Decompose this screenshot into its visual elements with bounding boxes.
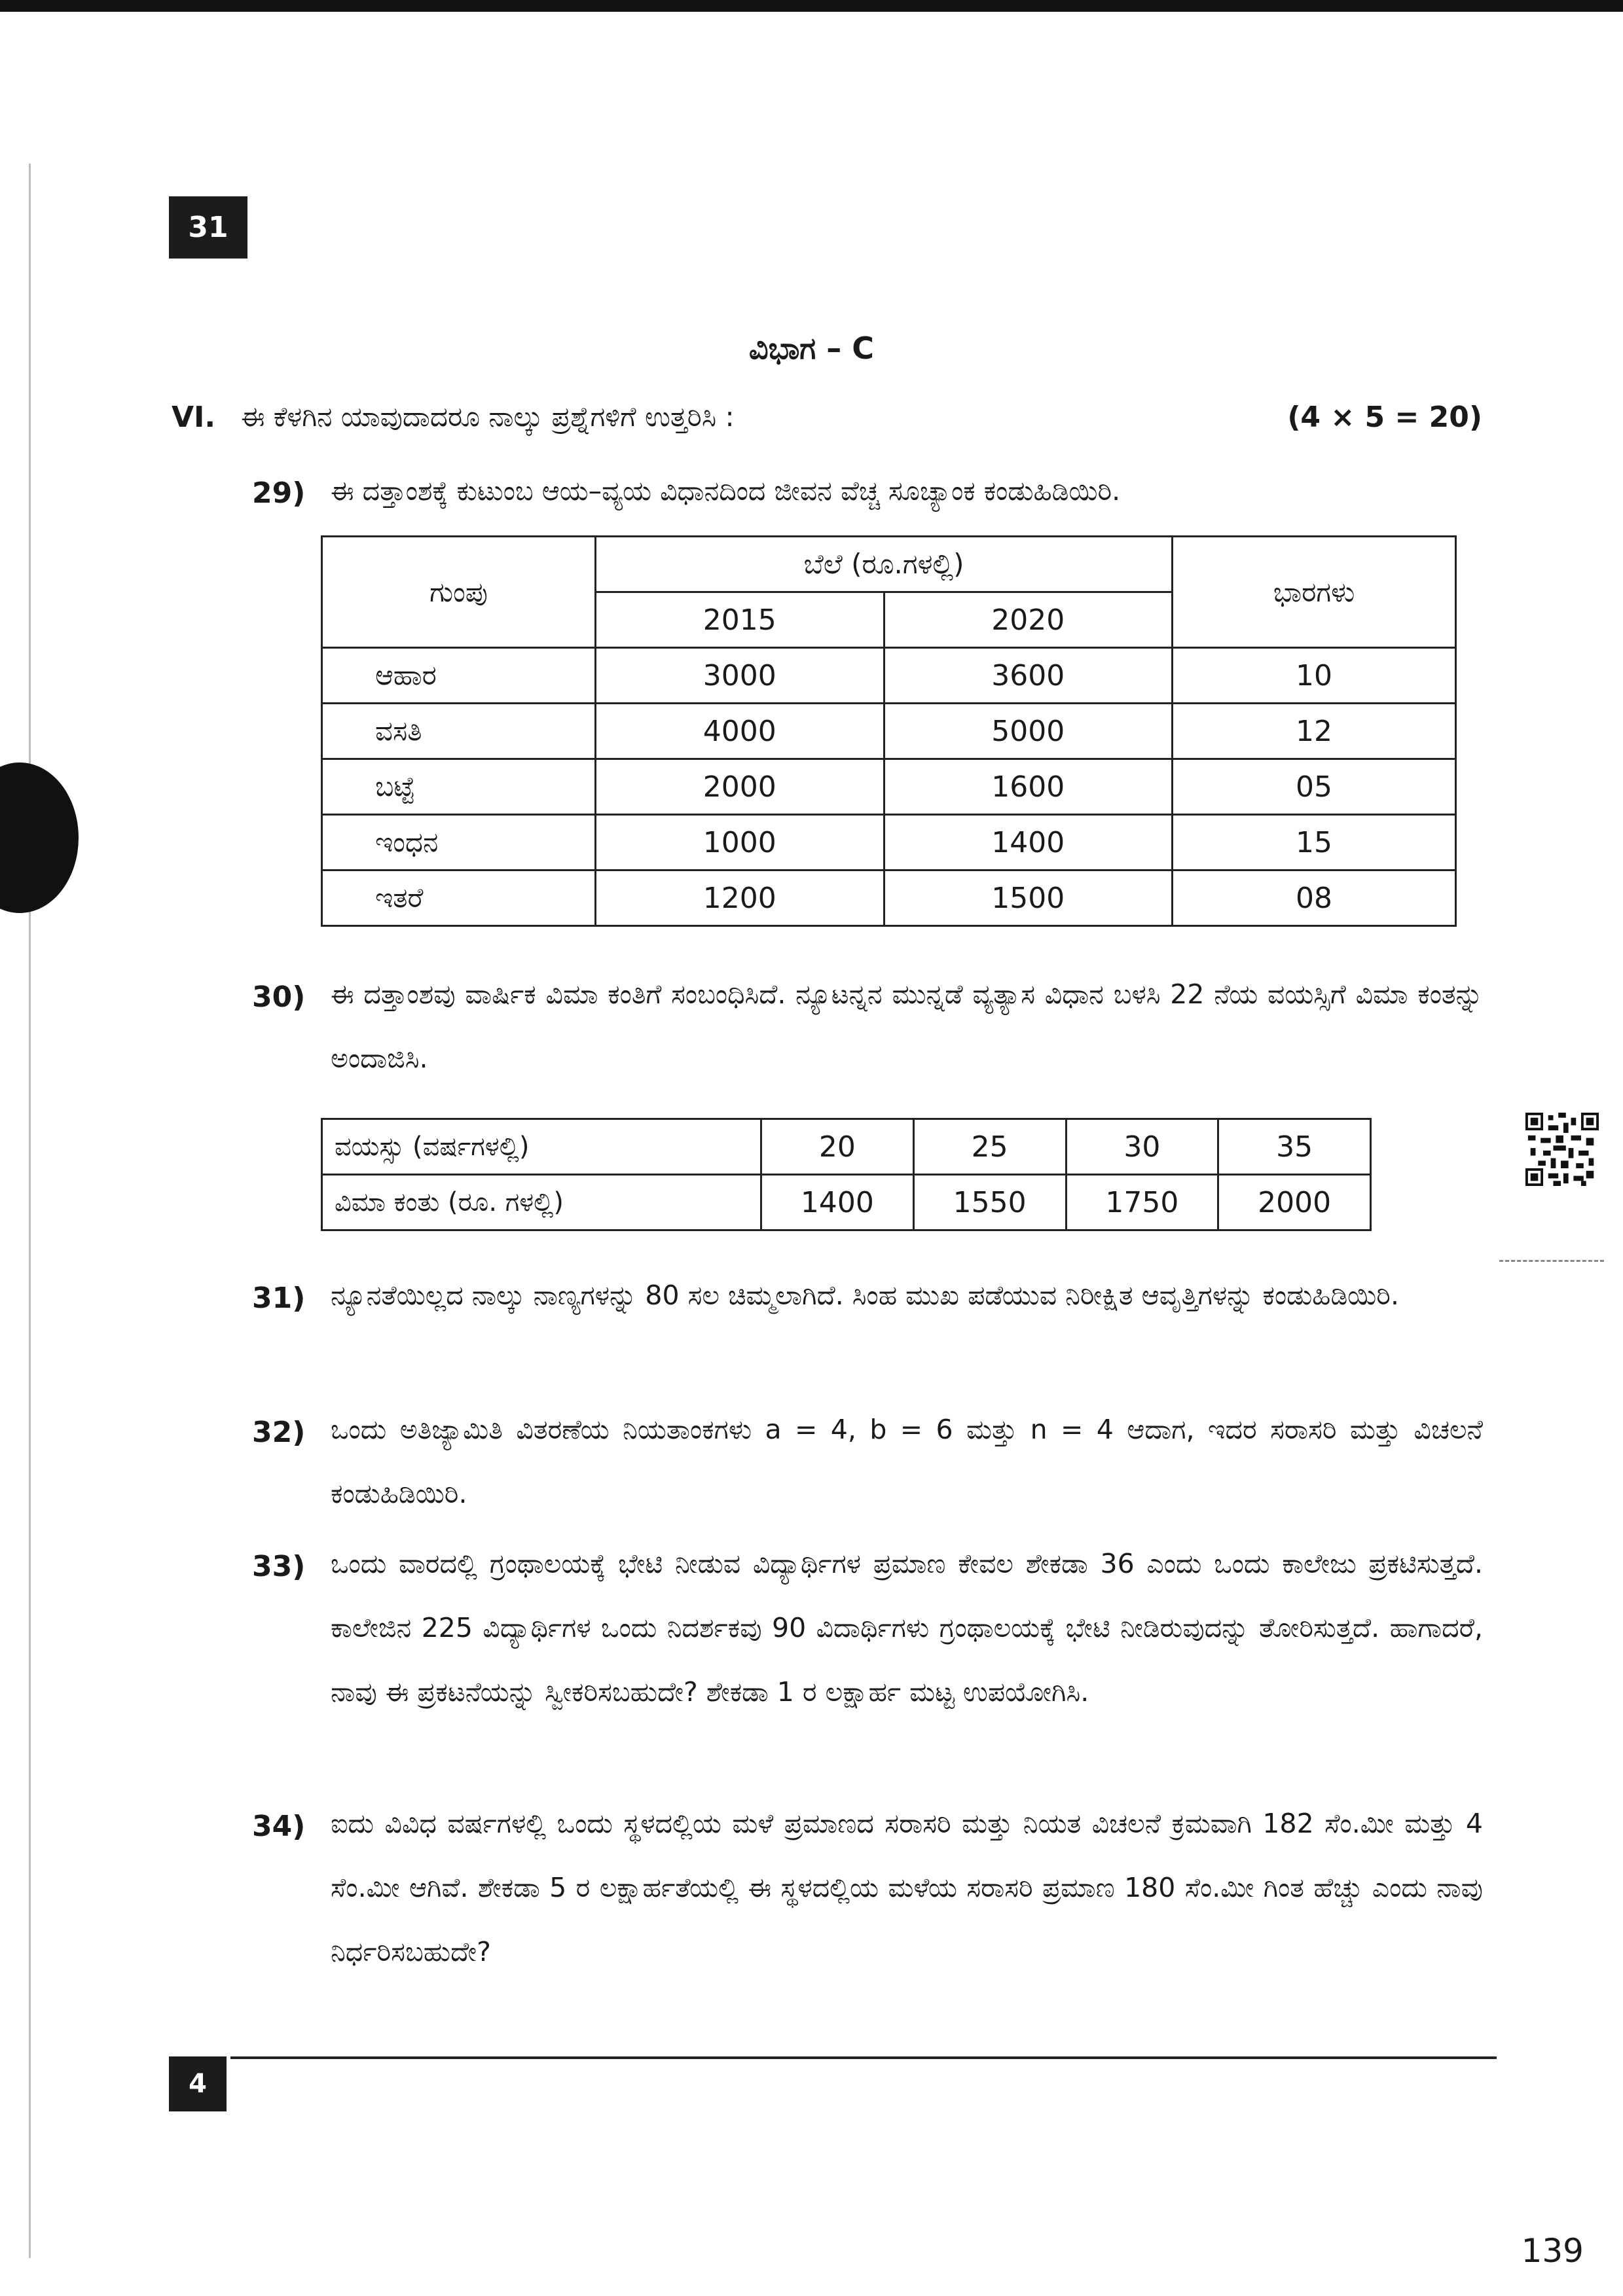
question-text: ಒಂದು ವಾರದಲ್ಲಿ ಗ್ರಂಥಾಲಯಕ್ಕೆ ಭೇಟಿ ನೀಡುವ ವಿದ್ಯಾರ್ಥಿಗಳ ಪ್ರಮಾಣ ಕೇವಲ ಶೇಕಡಾ 36 ಎಂದು ಒಂದು ಕಾಲೇಜು ಪ್ರಕಟಿಸುತ್ತದೆ. ಕಾಲೇಜಿನ 225 ವಿದ್ಯಾರ್ಥಿಗಳ ಒಂದು ನಿದರ್ಶಕವು 90 ವಿದಾರ್ಥಿಗಳು ಗ್ರಂಥಾಲಯಕ್ಕೆ ಭೇಟಿ ನೀಡಿರುವುದನ್ನು ತೋರಿಸುತ್ತದೆ. ಹಾಗಾದರೆ, ನಾವು ಈ ಪ್ರಕಟನೆಯನ್ನು ಸ್ವೀಕರಿಸಬಹುದೇ? ಶೇಕಡಾ 1 ರ ಲಕ್ಷಾರ್ಹ ಮಟ್ಟ ಉಪಯೋಗಿಸಿ. — [331, 1548, 1483, 1708]
section-number-badge: 31 — [169, 196, 247, 259]
question-text: ಐದು ವಿವಿಧ ವರ್ಷಗಳಲ್ಲಿ ಒಂದು ಸ್ಥಳದಲ್ಲಿಯ ಮಳೆ ಪ್ರಮಾಣದ ಸರಾಸರಿ ಮತ್ತು ನಿಯತ ವಿಚಲನೆ ಕ್ರಮವಾಗಿ 182 ಸೆಂ.ಮೀ ಮತ್ತು 4 ಸೆಂ.ಮೀ ಆಗಿವೆ. ಶೇಕಡಾ 5 ರ ಲಕ್ಷಾರ್ಹತೆಯಲ್ಲಿ ಈ ಸ್ಥಳದಲ್ಲಿಯ ಮಳೆಯ ಸರಾಸರಿ ಪ್ರಮಾಣ 180 ಸೆಂ.ಮೀ ಗಿಂತ ಹೆಚ್ಚು ಎಂದು ನಾವು ನಿರ್ಧರಿಸಬಹುದೇ? — [331, 1808, 1483, 1967]
footer-rule — [230, 2056, 1497, 2059]
year-2020-header: 2020 — [884, 592, 1173, 648]
table-row — [322, 704, 1456, 759]
weight-cell: 08 — [1173, 870, 1456, 926]
group-cell: ಇಂಧನ — [322, 815, 596, 870]
age-cell: 25 — [913, 1119, 1066, 1175]
section-title: ವಿಭಾಗ – C — [748, 331, 874, 366]
question-text: ಈ ದತ್ತಾಂಶಕ್ಕೆ ಕುಟುಂಬ ಆಯ–ವ್ಯಯ ವಿಧಾನದಿಂದ ಜೀವನ ವೆಚ್ಚ ಸೂಚ್ಯಾಂಕ ಕಂಡುಹಿಡಿಯಿರಿ. — [331, 475, 1121, 507]
group-cell: ಇತರೆ — [322, 870, 596, 926]
section-roman-numeral: VI. — [172, 401, 216, 434]
age-label-cell: ವಯಸ್ಸು (ವರ್ಷಗಳಲ್ಲಿ) — [322, 1119, 761, 1175]
binding-hole-mark — [0, 762, 79, 913]
top-rule — [0, 0, 1623, 12]
premium-cell: 1550 — [913, 1175, 1066, 1230]
weight-cell: 05 — [1173, 759, 1456, 815]
margin-dash-line — [1499, 1260, 1604, 1262]
group-cell: ವಸತಿ — [322, 704, 596, 759]
weight-cell: 12 — [1173, 704, 1456, 759]
age-cell: 35 — [1218, 1119, 1371, 1175]
price-2015-cell: 1000 — [596, 815, 884, 870]
question-number: 33) — [252, 1550, 306, 1583]
table-row — [322, 815, 1456, 870]
group-cell: ಆಹಾರ — [322, 648, 596, 704]
weight-cell: 10 — [1173, 648, 1456, 704]
question-number: 32) — [252, 1416, 306, 1449]
left-margin-line — [29, 164, 31, 2258]
page-number: 139 — [1521, 2232, 1584, 2270]
price-2015-cell: 4000 — [596, 704, 884, 759]
question-number: 34) — [252, 1810, 306, 1843]
group-cell: ಬಟ್ಟೆ — [322, 759, 596, 815]
question-number: 30) — [252, 980, 306, 1014]
premium-label-cell: ವಿಮಾ ಕಂತು (ರೂ. ಗಳಲ್ಲಿ) — [322, 1175, 761, 1230]
insurance-premium-table — [321, 1118, 1372, 1231]
qr-code-icon — [1525, 1113, 1599, 1186]
premium-cell: 2000 — [1218, 1175, 1371, 1230]
premium-cell: 1750 — [1066, 1175, 1218, 1230]
price-2020-cell: 1600 — [884, 759, 1173, 815]
section-instruction: ಈ ಕೆಳಗಿನ ಯಾವುದಾದರೂ ನಾಲ್ಕು ಪ್ರಶ್ನೆಗಳಿಗೆ ಉತ್ತರಿಸಿ : — [241, 401, 735, 433]
weights-header: ಭಾರಗಳು — [1173, 537, 1456, 648]
question-number: 31) — [252, 1282, 306, 1315]
age-cell: 30 — [1066, 1119, 1218, 1175]
price-header: ಬೆಲೆ (ರೂ.ಗಳಲ್ಲಿ) — [596, 537, 1173, 592]
year-2015-header: 2015 — [596, 592, 884, 648]
premium-cell: 1400 — [761, 1175, 914, 1230]
table-row — [322, 648, 1456, 704]
weight-cell: 15 — [1173, 815, 1456, 870]
price-2020-cell: 1400 — [884, 815, 1173, 870]
section-marks: (4 × 5 = 20) — [1287, 401, 1482, 434]
question-text: ಒಂದು ಅತಿಜ್ಯಾಮಿತಿ ವಿತರಣೆಯ ನಿಯತಾಂಕಗಳು a = 4, b = 6 ಮತ್ತು n = 4 ಆದಾಗ, ಇದರ ಸರಾಸರಿ ಮತ್ತು ವಿಚಲನೆ ಕಂಡುಹಿಡಿಯಿರಿ. — [331, 1414, 1483, 1509]
price-2020-cell: 3600 — [884, 648, 1173, 704]
table-row — [322, 870, 1456, 926]
table-row — [322, 1119, 1371, 1175]
table-row — [322, 1175, 1371, 1230]
footer-badge: 4 — [169, 2056, 227, 2111]
question-number: 29) — [252, 476, 306, 510]
age-cell: 20 — [761, 1119, 914, 1175]
question-text: ನ್ಯೂನತೆಯಿಲ್ಲದ ನಾಲ್ಕು ನಾಣ್ಯಗಳನ್ನು 80 ಸಲ ಚಿಮ್ಮಲಾಗಿದೆ. ಸಿಂಹ ಮುಖ ಪಡೆಯುವ ನಿರೀಕ್ಷಿತ ಆವೃತ್ತಿಗಳನ್ನು ಕಂಡುಹಿಡಿಯಿರಿ. — [331, 1280, 1399, 1311]
price-2020-cell: 5000 — [884, 704, 1173, 759]
group-header: ಗುಂಪು — [322, 537, 596, 648]
table-row — [322, 759, 1456, 815]
price-2015-cell: 2000 — [596, 759, 884, 815]
cost-of-living-table — [321, 535, 1457, 927]
price-2015-cell: 3000 — [596, 648, 884, 704]
question-text: ಈ ದತ್ತಾಂಶವು ವಾರ್ಷಿಕ ವಿಮಾ ಕಂತಿಗೆ ಸಂಬಂಧಿಸಿದೆ. ನ್ಯೂಟನ್ನನ ಮುನ್ನಡೆ ವ್ಯತ್ಯಾಸ ವಿಧಾನ ಬಳಸಿ 22 ನೆಯ ವಯಸ್ಸಿಗೆ ವಿಮಾ ಕಂತನ್ನು ಅಂದಾಜಿಸಿ. — [331, 978, 1483, 1074]
price-2015-cell: 1200 — [596, 870, 884, 926]
price-2020-cell: 1500 — [884, 870, 1173, 926]
